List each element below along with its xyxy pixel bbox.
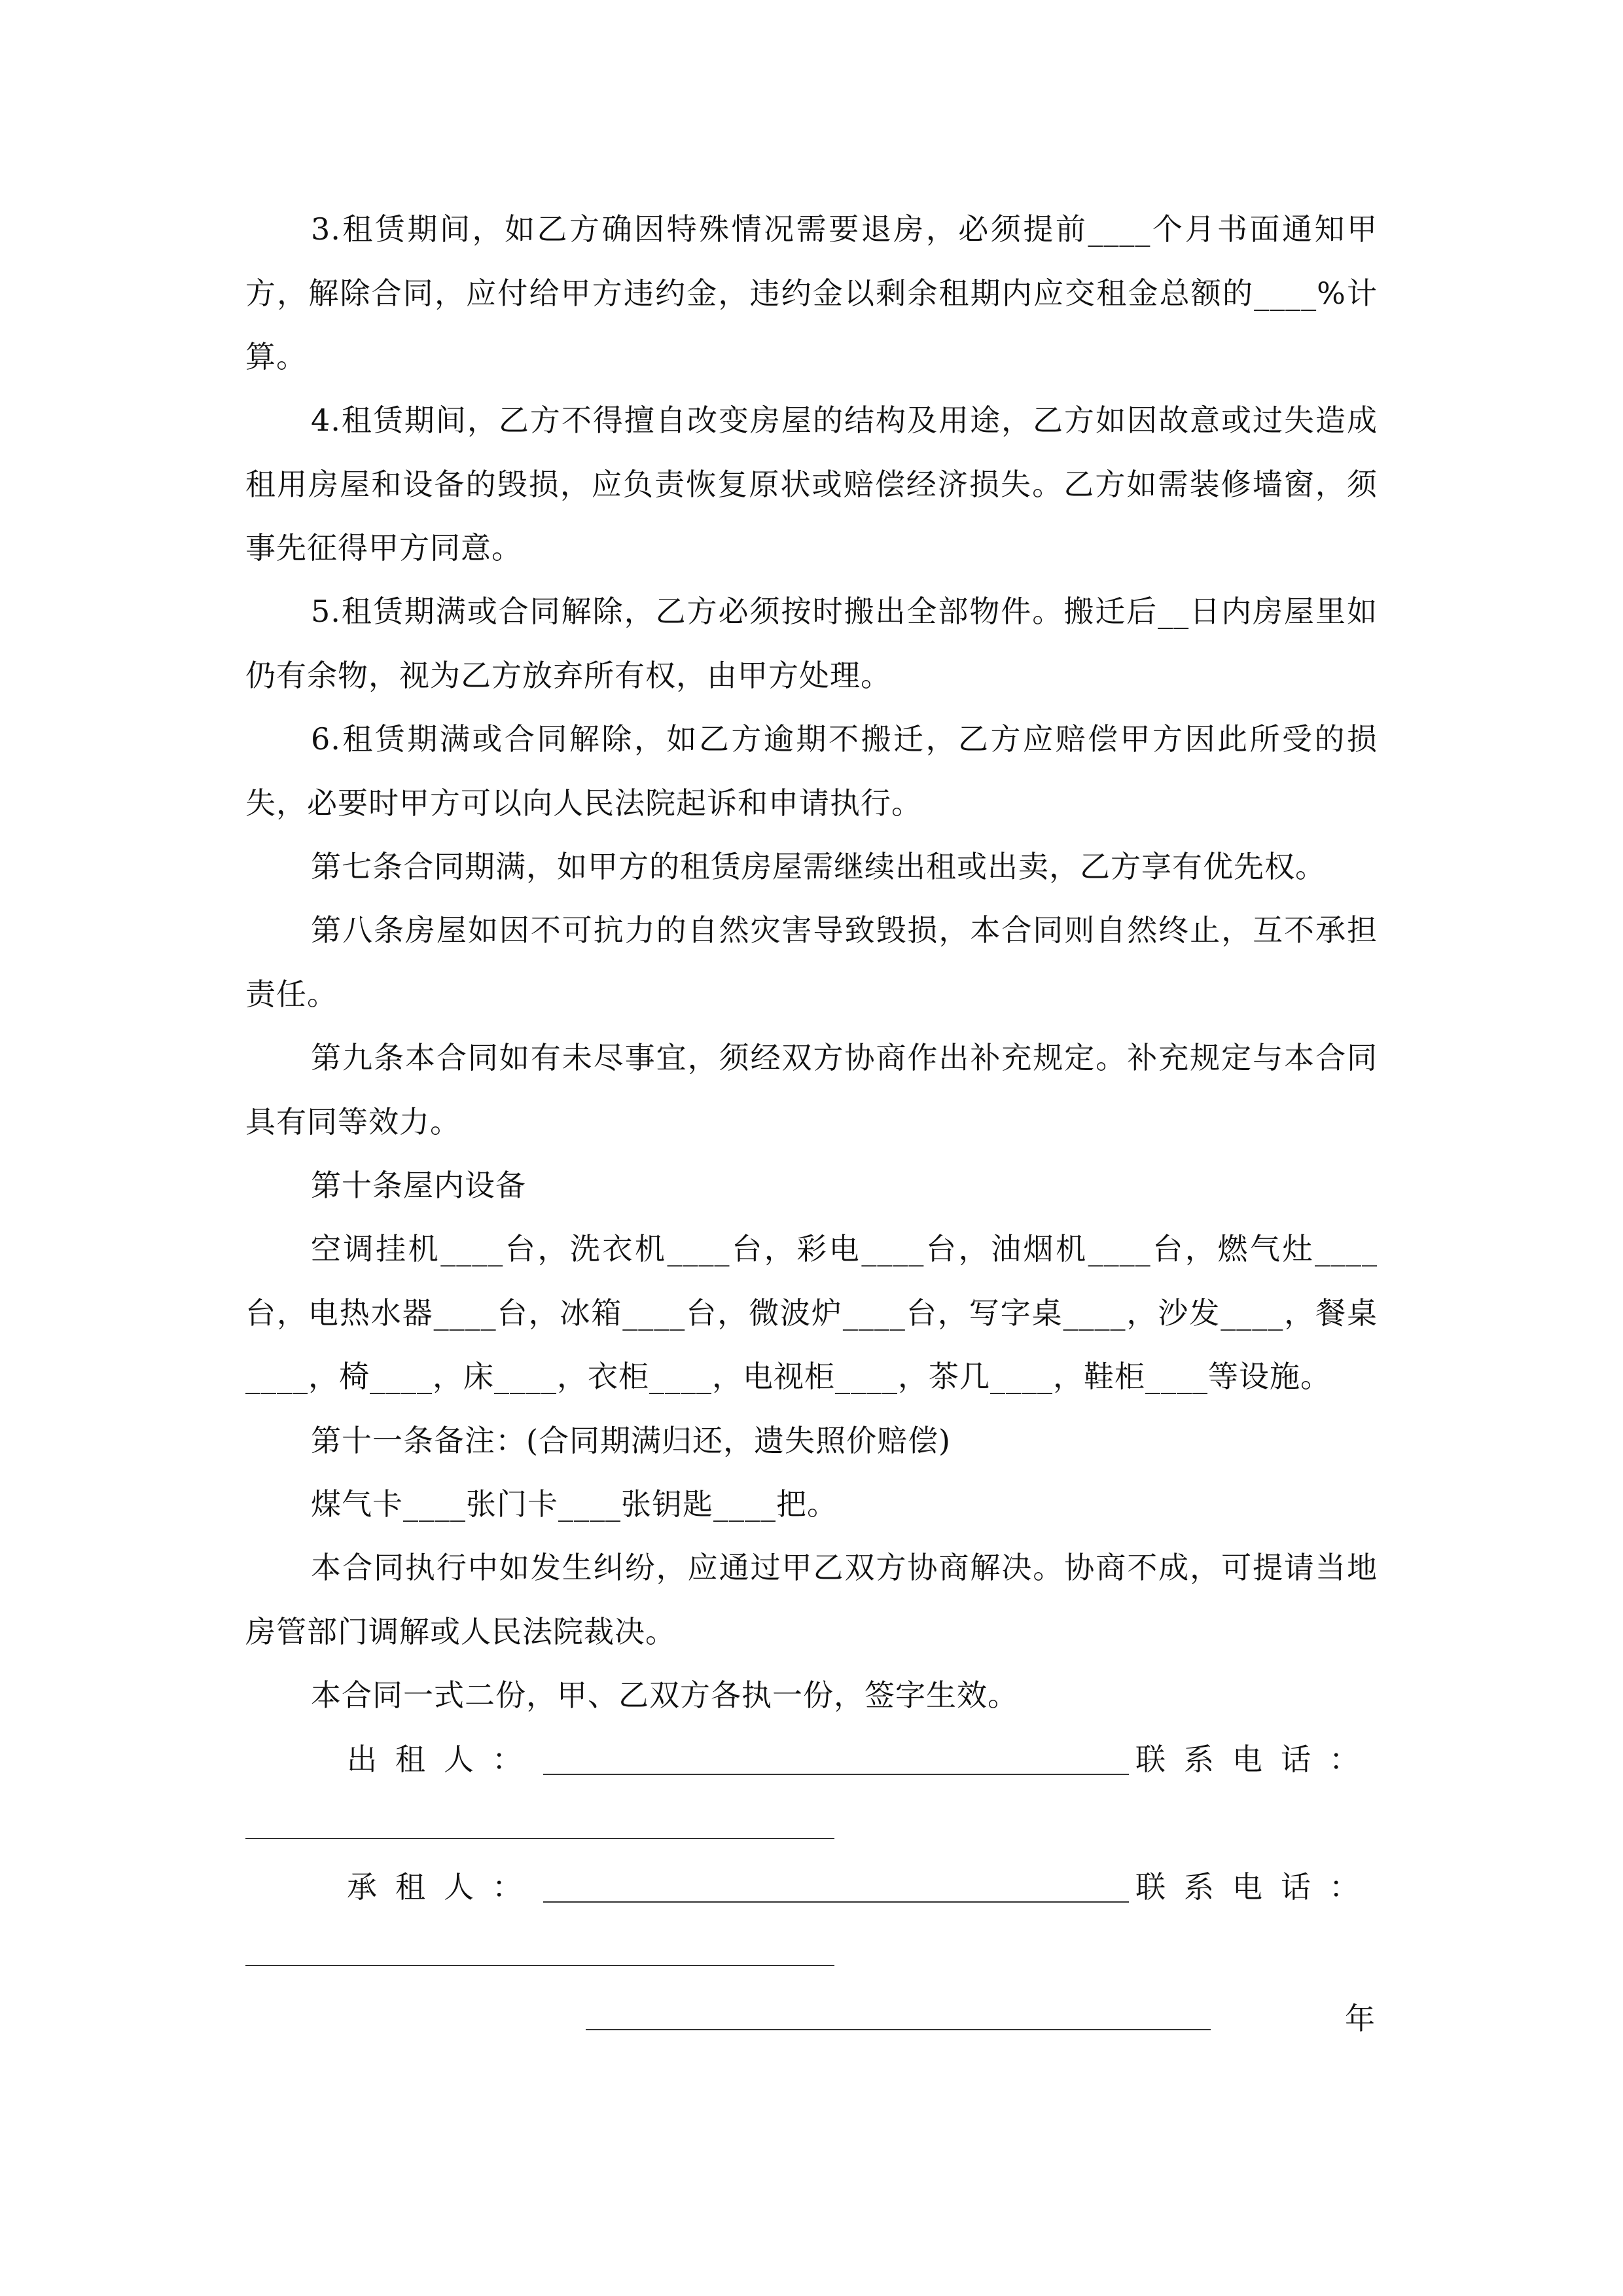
article-11-paragraph: 第十一条备注：(合同期满归还，遗失照价赔偿)	[311, 1423, 951, 1458]
year-label: 年	[1345, 2001, 1375, 2036]
equipment-list-paragraph: 空调挂机____台，洗衣机____台，彩电____台，油烟机____台，燃气灶____台，电热水器____台，冰箱____台，微波炉____台，写字桌____，沙发____，餐桌____，椅____，床____，衣柜____，电视柜____，茶几____，鞋柜____等设施。	[245, 1231, 1378, 1394]
keys-cards-paragraph: 煤气卡____张门卡____张钥匙____把。	[311, 1486, 838, 1522]
article-7-paragraph: 第七条合同期满，如甲方的租赁房屋需继续出租或出卖，乙方享有优先权。	[311, 849, 1326, 884]
clause-3-paragraph: 3.租赁期间，如乙方确因特殊情况需要退房，必须提前____个月书面通知甲方，解除合同，应付给甲方违约金，违约金以剩余租期内应交租金总额的____%计算。	[245, 211, 1378, 374]
lessor-name-line[interactable]	[543, 1774, 1129, 1775]
date-line[interactable]	[586, 2029, 1211, 2030]
dispute-paragraph: 本合同执行中如发生纠纷，应通过甲乙双方协商解决。协商不成，可提请当地房管部门调解或人民法院裁决。	[245, 1550, 1378, 1649]
copies-paragraph: 本合同一式二份，甲、乙双方各执一份，签字生效。	[311, 1677, 1018, 1713]
lessee-phone-line[interactable]	[245, 1965, 834, 1966]
lessor-phone-line[interactable]	[245, 1838, 834, 1839]
clause-5-paragraph: 5.租赁期满或合同解除，乙方必须按时搬出全部物件。搬迁后__日内房屋里如仍有余物，视为乙方放弃所有权，由甲方处理。	[245, 594, 1378, 693]
lessee-phone-label: 联系电话：	[1135, 1869, 1378, 1905]
lessee-name-line[interactable]	[543, 1901, 1129, 1903]
article-9-paragraph: 第九条本合同如有未尽事宜，须经双方协商作出补充规定。补充规定与本合同具有同等效力。	[245, 1040, 1378, 1139]
lessor-phone-label: 联系电话：	[1135, 1742, 1378, 1777]
clause-6-paragraph: 6.租赁期满或合同解除，如乙方逾期不搬迁，乙方应赔偿甲方因此所受的损失，必要时甲方可以向人民法院起诉和申请执行。	[245, 721, 1378, 821]
article-10-heading: 第十条屋内设备	[311, 1168, 526, 1203]
lessee-label: 承租人：	[347, 1869, 541, 1905]
article-8-paragraph: 第八条房屋如因不可抗力的自然灾害导致毁损，本合同则自然终止，互不承担责任。	[245, 912, 1378, 1012]
lessor-label: 出租人：	[347, 1742, 541, 1777]
clause-4-paragraph: 4.租赁期间，乙方不得擅自改变房屋的结构及用途，乙方如因故意或过失造成租用房屋和设备的毁损，应负责恢复原状或赔偿经济损失。乙方如需装修墙窗，须事先征得甲方同意。	[245, 403, 1378, 565]
